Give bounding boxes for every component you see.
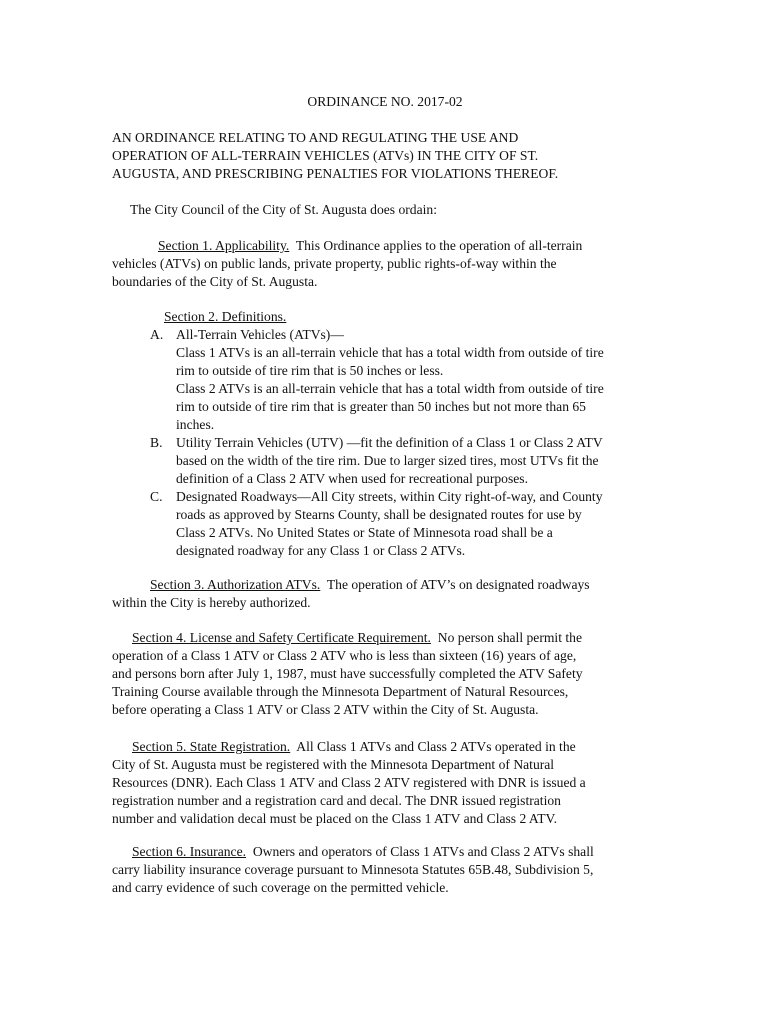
enacting-clause-text: The City Council of the City of St. Augusta does ordain: xyxy=(130,202,437,217)
definition-line: Utility Terrain Vehicles (UTV) —fit the definition of a Class 1 or Class 2 ATV xyxy=(176,435,603,450)
section-3-line: within the City is hereby authorized. xyxy=(112,595,311,610)
section-6-label: Section 6. Insurance. xyxy=(132,844,247,859)
heading-line: AN ORDINANCE RELATING TO AND REGULATING THE USE AND xyxy=(112,130,519,145)
definition-item-c xyxy=(112,488,672,560)
heading-line: AUGUSTA, AND PRESCRIBING PENALTIES FOR VIOLATIONS THEREOF. xyxy=(112,166,559,181)
section-3-first-line xyxy=(112,576,672,594)
section-3 xyxy=(112,576,672,612)
section-4-line: Training Course available through the Minnesota Department of Natural Resources, xyxy=(112,684,569,699)
definition-line: All-Terrain Vehicles (ATVs)— xyxy=(176,327,344,342)
ordinance-title: ORDINANCE NO. 2017-02 xyxy=(307,94,463,109)
section-6 xyxy=(112,843,672,897)
definition-line: definition of a Class 2 ATV when used for recreational purposes. xyxy=(176,471,528,486)
section-5 xyxy=(112,738,672,828)
section-4-line: and persons born after July 1, 1987, must have successfully completed the ATV Safety xyxy=(112,666,583,681)
section-2-label: Section 2. Definitions. xyxy=(164,309,287,324)
definition-marker: A. xyxy=(150,327,164,342)
definition-marker: C. xyxy=(150,489,163,504)
definition-line: roads as approved by Stearns County, shall be designated routes for use by xyxy=(176,507,582,522)
section-1-line: boundaries of the City of St. Augusta. xyxy=(112,274,318,289)
section-1-label: Section 1. Applicability. xyxy=(158,238,290,253)
section-5-line: City of St. Augusta must be registered with the Minnesota Department of Natural xyxy=(112,757,555,772)
definition-item-a xyxy=(112,326,672,434)
ordinance-heading xyxy=(112,129,672,183)
definition-line: rim to outside of tire rim that is 50 inches or less. xyxy=(176,363,444,378)
section-3-text: The operation of ATV’s on designated roadways xyxy=(320,577,590,592)
definition-line: Designated Roadways—All City streets, within City right-of-way, and County xyxy=(176,489,603,504)
section-5-line: registration number and a registration card and decal. The DNR issued registration xyxy=(112,793,561,808)
section-5-label: Section 5. State Registration. xyxy=(132,739,291,754)
section-4-text: No person shall permit the xyxy=(430,630,582,645)
definition-line: inches. xyxy=(176,417,215,432)
section-6-line: carry liability insurance coverage pursuant to Minnesota Statutes 65B.48, Subdivision 5, xyxy=(112,862,594,877)
definition-line: Class 1 ATVs is an all-terrain vehicle that has a total width from outside of tire xyxy=(176,345,604,360)
section-1-first-line xyxy=(112,237,672,255)
section-6-first-line xyxy=(112,843,672,861)
definition-item-b xyxy=(112,434,672,488)
section-6-text: Owners and operators of Class 1 ATVs and Class 2 ATVs shall xyxy=(246,844,594,859)
section-6-line: and carry evidence of such coverage on the permitted vehicle. xyxy=(112,880,449,895)
definition-line: Class 2 ATVs. No United States or State of Minnesota road shall be a xyxy=(176,525,553,540)
section-4-line: before operating a Class 1 ATV or Class 2 ATV within the City of St. Augusta. xyxy=(112,702,539,717)
definition-line: based on the width of the tire rim. Due to larger sized tires, most UTVs fit the xyxy=(176,453,599,468)
section-2 xyxy=(112,308,672,560)
section-5-line: number and validation decal must be placed on the Class 1 ATV and Class 2 ATV. xyxy=(112,811,557,826)
section-5-first-line xyxy=(112,738,672,756)
section-2-label-wrap xyxy=(112,308,672,326)
section-4-first-line xyxy=(112,629,672,647)
section-1-text: This Ordinance applies to the operation of all-terrain xyxy=(289,238,583,253)
definition-marker: B. xyxy=(150,435,163,450)
definition-line: designated roadway for any Class 1 or Class 2 ATVs. xyxy=(176,543,466,558)
section-4-label: Section 4. License and Safety Certificate Requirement. xyxy=(132,630,431,645)
section-4 xyxy=(112,629,672,719)
definition-line: Class 2 ATVs is an all-terrain vehicle that has a total width from outside of tire xyxy=(176,381,604,396)
enacting-clause xyxy=(112,201,672,219)
section-5-line: Resources (DNR). Each Class 1 ATV and Class 2 ATV registered with DNR is issued a xyxy=(112,775,586,790)
heading-line: OPERATION OF ALL-TERRAIN VEHICLES (ATVs) IN THE CITY OF ST. xyxy=(112,148,539,163)
definition-line: rim to outside of tire rim that is greater than 50 inches but not more than 65 xyxy=(176,399,586,414)
section-1 xyxy=(112,237,672,291)
section-4-line: operation of a Class 1 ATV or Class 2 ATV who is less than sixteen (16) years of age, xyxy=(112,648,577,663)
section-5-text: All Class 1 ATVs and Class 2 ATVs operated in the xyxy=(290,739,576,754)
section-3-label: Section 3. Authorization ATVs. xyxy=(150,577,321,592)
section-1-line: vehicles (ATVs) on public lands, private property, public rights-of-way within the xyxy=(112,256,557,271)
